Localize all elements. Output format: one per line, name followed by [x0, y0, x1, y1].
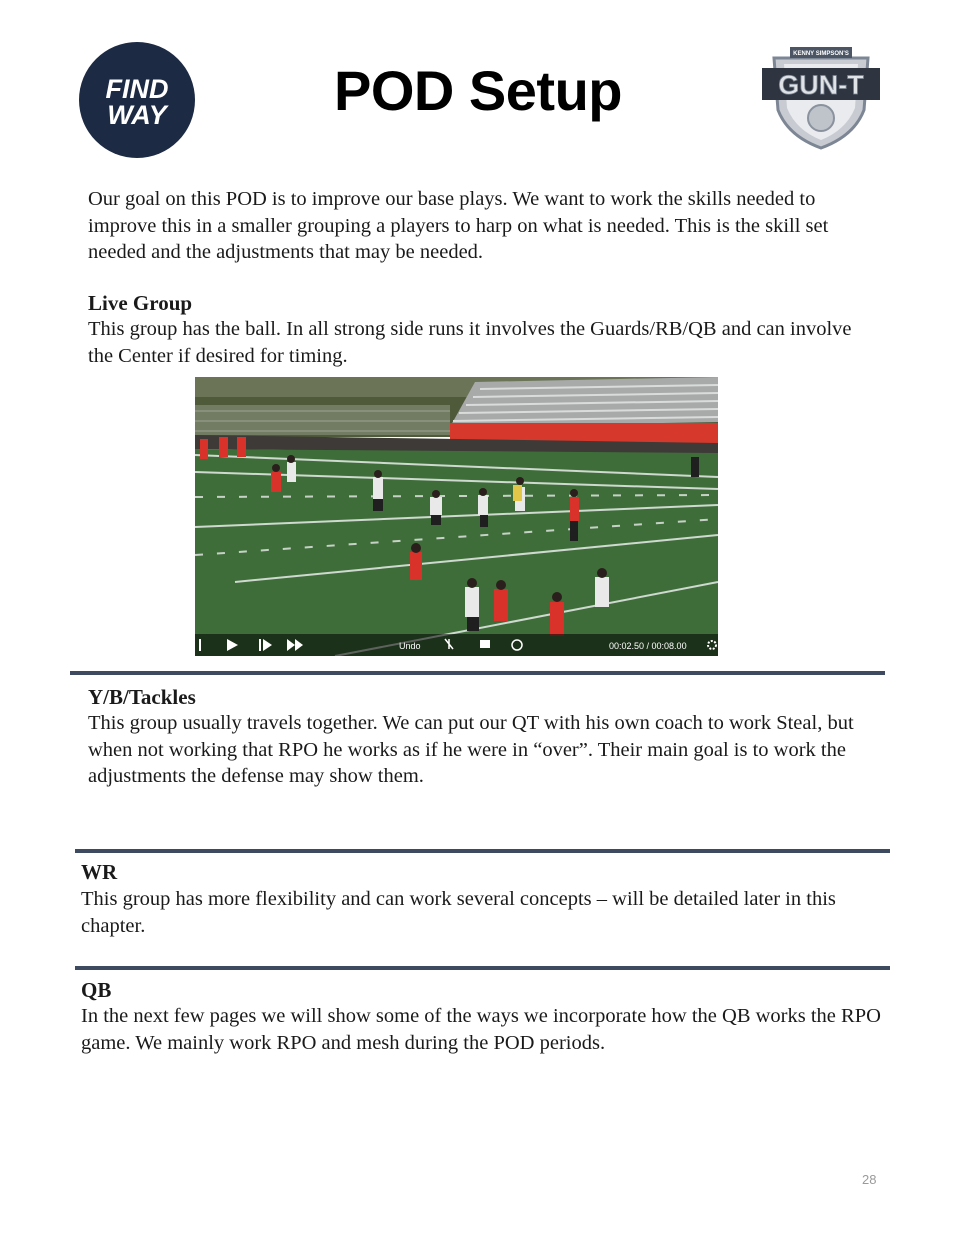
section-body-qb: In the next few pages we will show some of the ways we incorporate how the QB works the RPO game. We mainly work RPO and mesh during the POD periods.	[81, 1005, 881, 1054]
skip-back-icon[interactable]	[199, 639, 201, 651]
section-body-wr: This group has more flexibility and can work several concepts – will be detailed later in this chapter.	[81, 888, 836, 937]
video-player[interactable]	[195, 377, 718, 656]
video-time-display: 00:02.50 / 00:08.00	[609, 641, 687, 651]
section-heading-live-group: Live Group	[88, 291, 193, 315]
page-title: POD Setup	[334, 59, 622, 122]
logo-word-2: WAY	[107, 100, 167, 130]
logo-word-1: FIND	[105, 74, 169, 104]
section-divider	[75, 849, 890, 853]
undo-button[interactable]: Undo	[399, 641, 421, 651]
intro-paragraph: Our goal on this POD is to improve our base plays. We want to work the skills needed to improve this in a smaller grouping a players to harp on what is needed. This is the skill set needed and the adjustments that may be needed.	[88, 188, 829, 263]
section-body-ybtackles: This group usually travels together. We can put our QT with his own coach to work Steal, but when not working that RPO he works as if he were in “over”. Their main goal is to work the adjustments the defense may show them.	[88, 712, 854, 787]
section-body-live-group: This group has the ball. In all strong side runs it involves the Guards/RB/QB and can involve the Center if desired for timing.	[88, 318, 852, 367]
section-heading-qb: QB	[81, 978, 112, 1002]
section-divider	[70, 671, 885, 675]
section-divider	[75, 966, 890, 970]
page-number: 28	[862, 1172, 877, 1187]
logo-gun-t: GUN-T	[778, 70, 864, 100]
section-heading-ybtackles: Y/B/Tackles	[88, 685, 196, 709]
gun-t-logo	[756, 40, 886, 152]
logo-subtitle: KENNY SIMPSON'S	[793, 51, 849, 57]
caption-icon[interactable]	[480, 640, 490, 648]
section-heading-wr: WR	[81, 860, 118, 884]
